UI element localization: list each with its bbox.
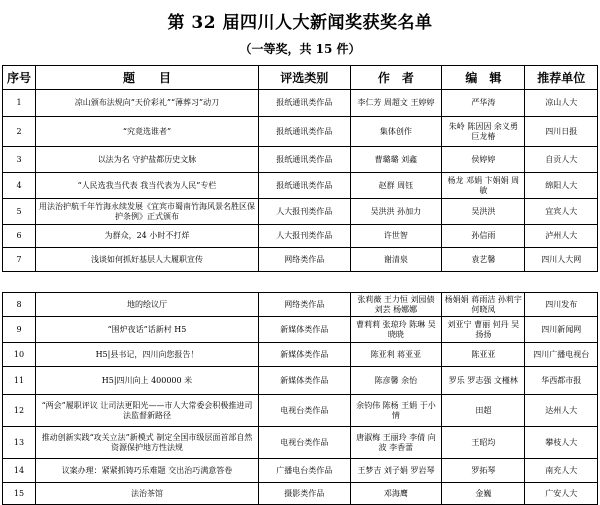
table-header-row <box>3 66 598 90</box>
row-title: 以法为名 守护盐都历史文脉 <box>36 147 259 173</box>
row-unit: 自贡人大 <box>525 147 598 173</box>
row-editor: 杨娟娟 蒋雨洁 孙莉宇 何晓凤 <box>442 293 525 317</box>
row-title: 议案办理：紧紧抓铸巧乐难题 交出治巧满意答卷 <box>36 459 259 483</box>
row-title: “两会”履职评议 让司法更阳光——市人大常委会积极推进司法监督新路径 <box>36 395 259 427</box>
row-unit: 南充人大 <box>525 459 598 483</box>
row-no: 14 <box>3 459 36 483</box>
table-row <box>3 395 598 427</box>
row-unit: 四川人大网 <box>525 248 598 272</box>
row-title: 用法治护航千年竹海永续发展《宜宾市蜀南竹海风景名胜区保护条例》正式颁布 <box>36 199 259 225</box>
table-row <box>3 317 598 343</box>
row-unit: 广安人大 <box>525 483 598 505</box>
row-no: 7 <box>3 248 36 272</box>
row-editor: 杨龙 邓娟 卞娟娟 周敏 <box>442 173 525 199</box>
row-category: 新媒体类作品 <box>258 367 350 395</box>
table-row <box>3 117 598 147</box>
table-row <box>3 90 598 117</box>
row-category: 人大报刊类作品 <box>258 225 350 248</box>
row-editor: 田超 <box>442 395 525 427</box>
row-title: 法治茶馆 <box>36 483 259 505</box>
table-row <box>3 483 598 505</box>
row-editor: 严华涛 <box>442 90 525 117</box>
row-category: 电视台类作品 <box>258 427 350 459</box>
row-category: 报纸通讯类作品 <box>258 117 350 147</box>
row-category: 电视台类作品 <box>258 395 350 427</box>
table-row <box>3 173 598 199</box>
row-category: 报纸通讯类作品 <box>258 90 350 117</box>
row-unit: 四川广播电视台 <box>525 343 598 367</box>
row-unit: 绵阳人大 <box>525 173 598 199</box>
row-no: 13 <box>3 427 36 459</box>
table-row <box>3 343 598 367</box>
row-unit: 宜宾人大 <box>525 199 598 225</box>
header-unit: 推荐单位 <box>525 66 598 90</box>
header-title: 题 目 <box>36 66 259 90</box>
row-unit: 达州人大 <box>525 395 598 427</box>
row-editor: 陈亚亚 <box>442 343 525 367</box>
row-no: 10 <box>3 343 36 367</box>
row-unit: 四川新闻网 <box>525 317 598 343</box>
row-unit: 泸州人大 <box>525 225 598 248</box>
row-title: H5|县书记，四川向您报告！ <box>36 343 259 367</box>
header-no: 序号 <box>3 66 36 90</box>
page-title: 第 32 届四川人大新闻奖获奖名单 <box>167 13 433 33</box>
table-row <box>3 459 598 483</box>
table-row <box>3 225 598 248</box>
row-no: 5 <box>3 199 36 225</box>
row-editor: 金巍 <box>442 483 525 505</box>
table-row <box>3 248 598 272</box>
row-author: 谢清泉 <box>350 248 442 272</box>
row-no: 4 <box>3 173 36 199</box>
row-category: 报纸通讯类作品 <box>258 173 350 199</box>
row-author: 余钧伟 陈杨 王娟 于小情 <box>350 395 442 427</box>
row-unit: 四川发布 <box>525 293 598 317</box>
row-author: 集体创作 <box>350 117 442 147</box>
row-editor: 王昭均 <box>442 427 525 459</box>
row-editor: 罗乐 罗志强 文槿林 <box>442 367 525 395</box>
row-author: 张莉薇 王力恒 刘园债 刘芸 杨娜娜 <box>350 293 442 317</box>
row-no: 11 <box>3 367 36 395</box>
row-no: 15 <box>3 483 36 505</box>
row-no: 2 <box>3 117 36 147</box>
row-title: 浅谈如何抓好基层人大履职宣传 <box>36 248 259 272</box>
award-table-top <box>2 65 598 272</box>
row-title: “究竟选谁者” <box>36 117 259 147</box>
row-category: 新媒体类作品 <box>258 343 350 367</box>
row-no: 9 <box>3 317 36 343</box>
header-category: 评选类别 <box>258 66 350 90</box>
row-title: 推动创新实践“攻关立法”新模式 制定全国市级层面首部自然资源保护地方性法规 <box>36 427 259 459</box>
row-no: 6 <box>3 225 36 248</box>
table-row <box>3 427 598 459</box>
row-author: 曹璐璐 刘鑫 <box>350 147 442 173</box>
row-author: 王梦吉 刘子娟 罗岩琴 <box>350 459 442 483</box>
header-editor: 编 辑 <box>442 66 525 90</box>
row-author: 邓海鹰 <box>350 483 442 505</box>
row-author: 唐淑梅 王丽玲 李倩 向波 李香蕾 <box>350 427 442 459</box>
header-author: 作 者 <box>350 66 442 90</box>
row-title: H5|四川向上 400000 米 <box>36 367 259 395</box>
row-title: 为群众，24 小时不打烊 <box>36 225 259 248</box>
row-category: 摄影类作品 <box>258 483 350 505</box>
row-unit: 凉山人大 <box>525 90 598 117</box>
row-category: 网络类作品 <box>258 248 350 272</box>
row-unit: 攀枝人大 <box>525 427 598 459</box>
row-title: 凉山颁布法规向“天价彩礼”“薄葬习”动刀 <box>36 90 259 117</box>
row-title: “人民选我当代表 我当代表为人民”专栏 <box>36 173 259 199</box>
row-title: 地的绘议厅 <box>36 293 259 317</box>
row-category: 报纸通讯类作品 <box>258 147 350 173</box>
row-author: 吴洪洪 孙加力 <box>350 199 442 225</box>
row-no: 8 <box>3 293 36 317</box>
row-category: 广播电台类作品 <box>258 459 350 483</box>
row-no: 3 <box>3 147 36 173</box>
row-no: 1 <box>3 90 36 117</box>
row-category: 新媒体类作品 <box>258 317 350 343</box>
row-author: 赵群 周钰 <box>350 173 442 199</box>
row-no: 12 <box>3 395 36 427</box>
row-author: 陈亚利 蒋亚亚 <box>350 343 442 367</box>
row-unit: 华西都市报 <box>525 367 598 395</box>
row-unit: 四川日报 <box>525 117 598 147</box>
table-row <box>3 147 598 173</box>
row-editor: 吴洪洪 <box>442 199 525 225</box>
row-editor: 朱岭 陈因因 余义勇 巨龙椿 <box>442 117 525 147</box>
row-category: 网络类作品 <box>258 293 350 317</box>
row-author: 李仁芳 周超文 王婷婷 <box>350 90 442 117</box>
row-author: 曹莉莉 张琼玲 陈琳 吴晓晓 <box>350 317 442 343</box>
award-table-bottom <box>2 292 598 505</box>
row-editor: 罗拓琴 <box>442 459 525 483</box>
row-editor: 刘亚宁 曹丽 何丹 吴扬扬 <box>442 317 525 343</box>
row-author: 许世智 <box>350 225 442 248</box>
row-category: 人大报刊类作品 <box>258 199 350 225</box>
row-author: 陈彦馨 余怡 <box>350 367 442 395</box>
row-editor: 孙信雨 <box>442 225 525 248</box>
row-title: “围炉夜话”话新村 H5 <box>36 317 259 343</box>
table-row <box>3 367 598 395</box>
row-editor: 侯婷婷 <box>442 147 525 173</box>
row-editor: 袁艺馨 <box>442 248 525 272</box>
table-row <box>3 293 598 317</box>
page-subtitle: （一等奖，共 15 件） <box>239 42 361 56</box>
table-row <box>3 199 598 225</box>
